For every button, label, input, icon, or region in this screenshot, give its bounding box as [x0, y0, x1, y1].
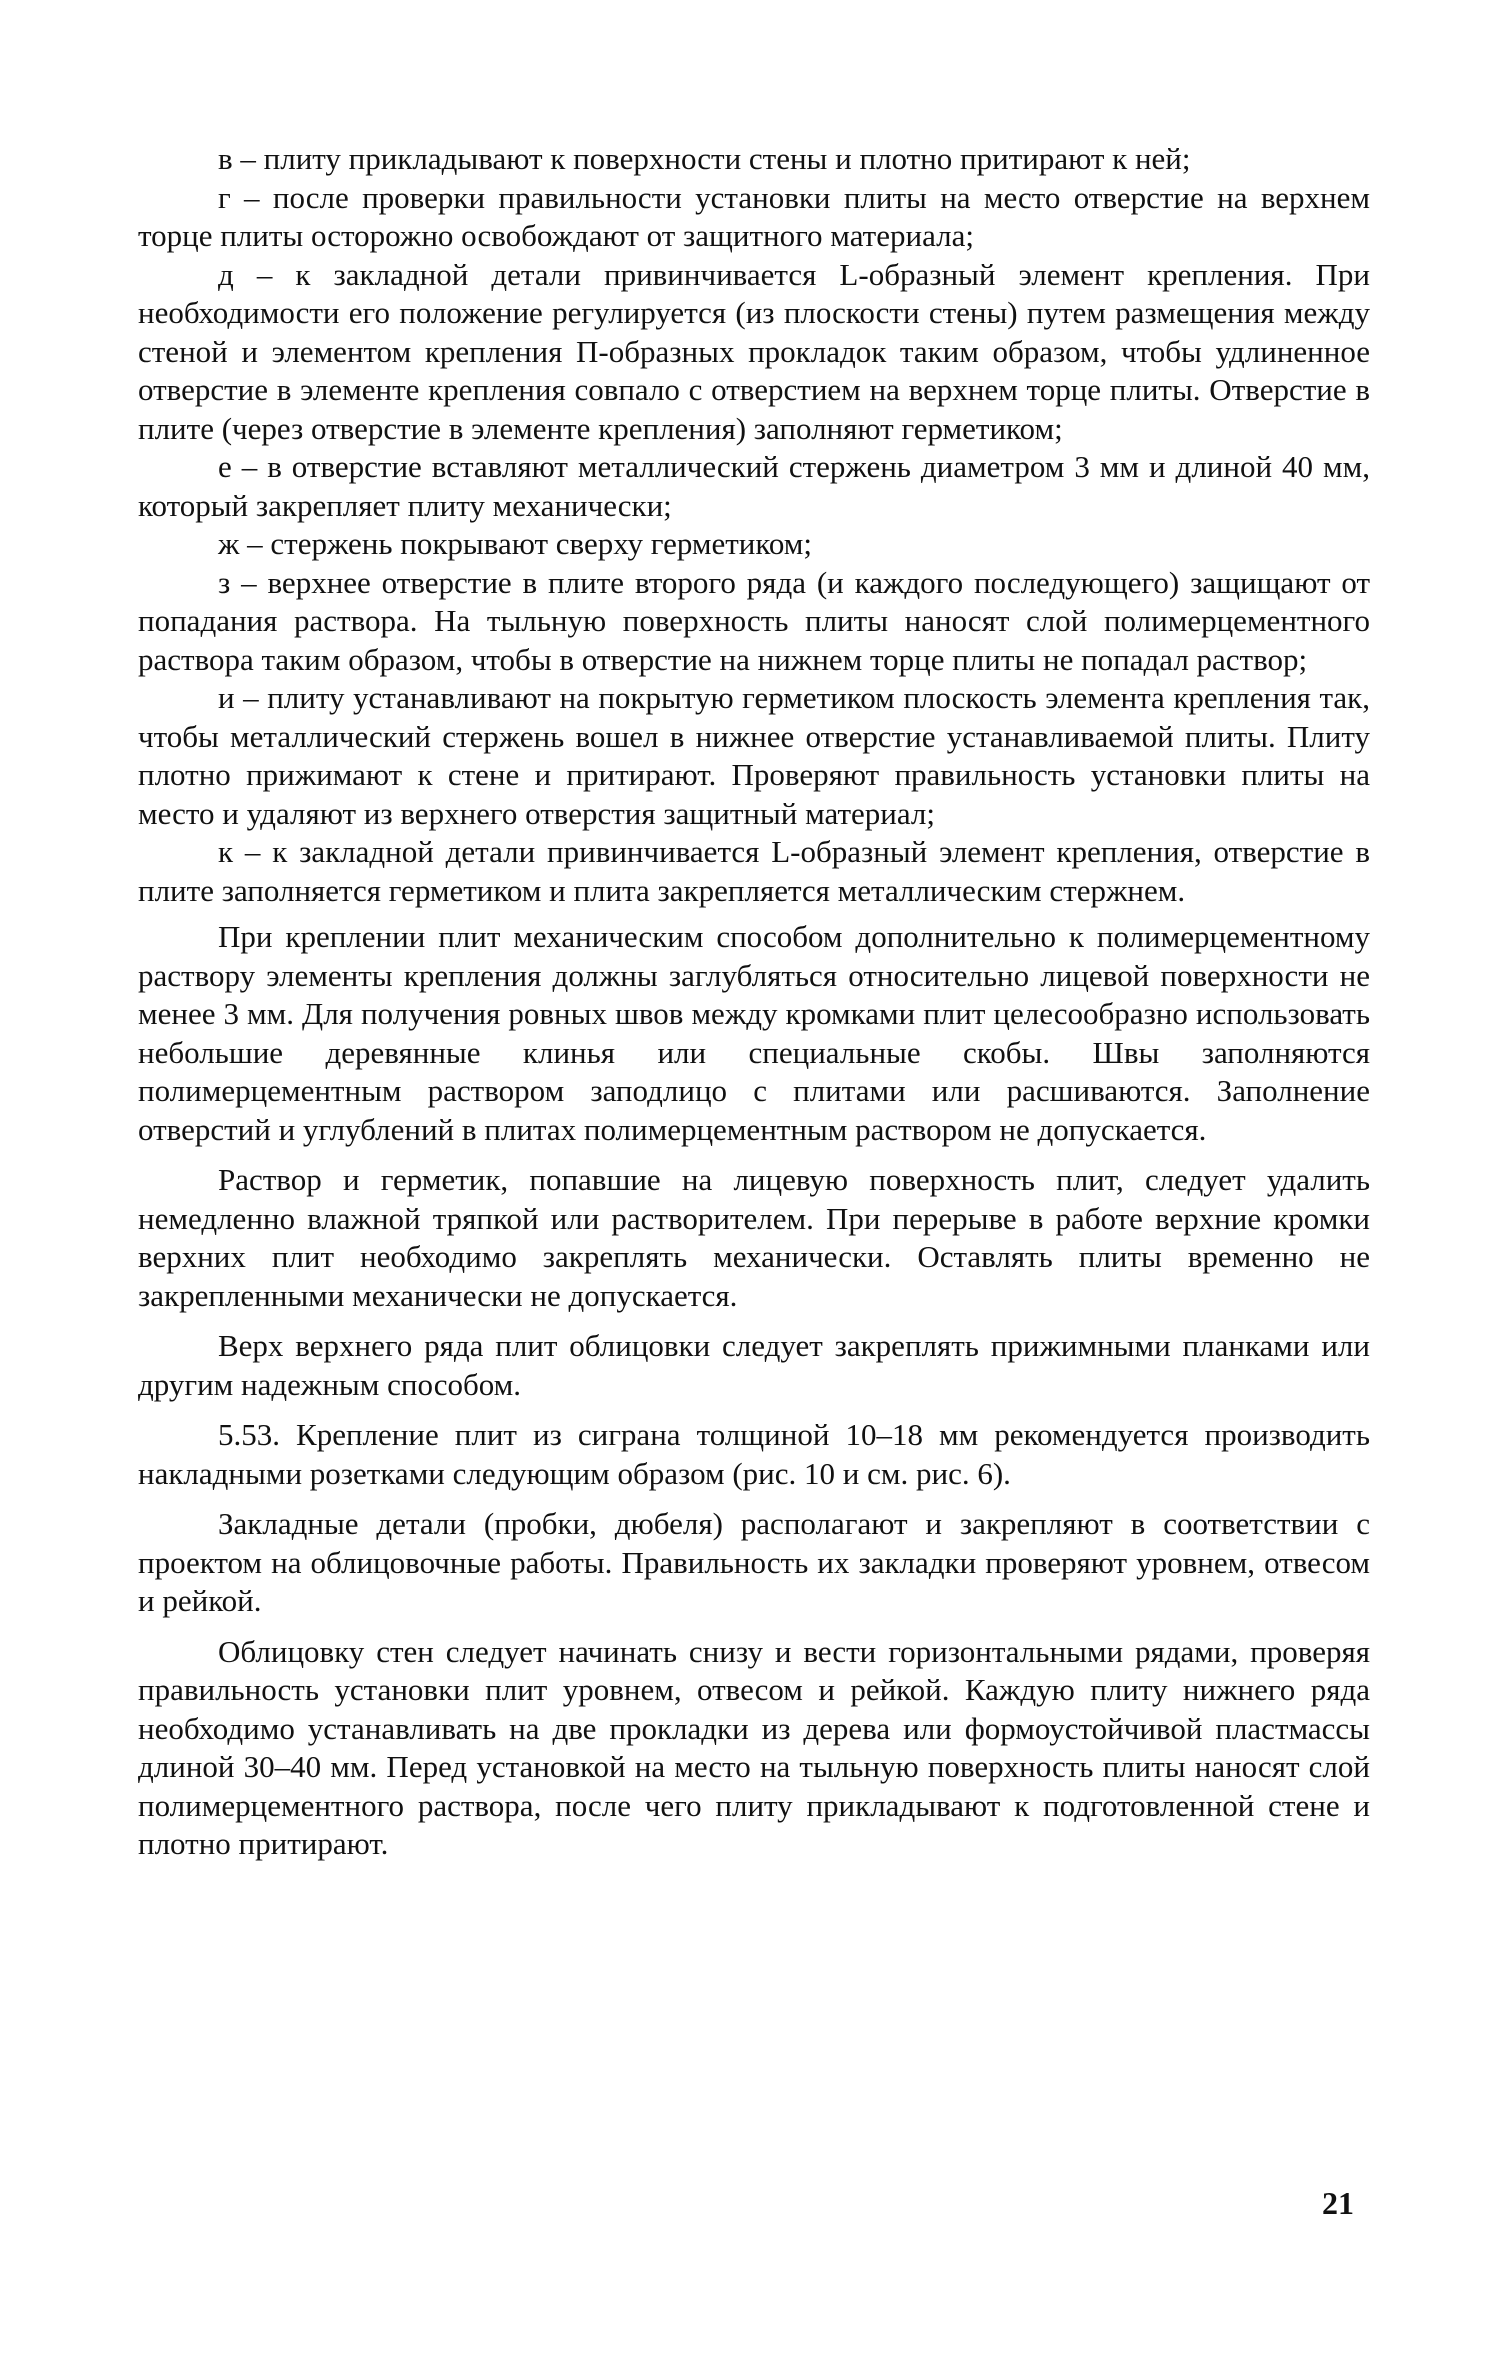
page-number: 21	[1322, 2185, 1354, 2221]
page-body	[138, 140, 1370, 1864]
paragraph-mechanical-fixing: При креплении плит механическим способом дополнительно к полимерцементному раствору элементы крепления должны заглубляться относительно лицевой поверхности не менее 3 мм. Для получения ровных швов между кромками плит целесообразно использовать небольшие деревянные клинья или специальные скобы. Швы заполняются полимерцементным раствором заподлицо с плитами или расшиваются. Заполнение отверстий и углублений в плитах полимерцементным раствором не допускается.	[138, 919, 1370, 1147]
paragraph-embedded-parts: Закладные детали (пробки, дюбеля) располагают и закрепляют в соответствии с проектом на облицовочные работы. Правильность их закладки проверяют уровнем, отвесом и рейкой.	[138, 1506, 1370, 1618]
list-item-g: г – после проверки правильности установки плиты на место отверстие на верхнем торце плиты осторожно освобождают от защитного материала;	[138, 179, 1370, 253]
paragraph-top-row: Верх верхнего ряда плит облицовки следует закреплять прижимными планками или другим надежным способом.	[138, 1328, 1370, 1402]
paragraph-wall-cladding: Облицовку стен следует начинать снизу и вести горизонтальными рядами, проверяя правильность установки плит уровнем, отвесом и рейкой. Каждую плиту нижнего ряда необходимо устанавливать на две прокладки из дерева или формоустойчивой пластмассы длиной 30–40 мм. Перед установкой на место на тыльную поверхность плиты наносят слой полимерцементного раствора, после чего плиту прикладывают к подготовленной стене и плотно притирают.	[138, 1633, 1370, 1861]
list-item-v: в – плиту прикладывают к поверхности стены и плотно притирают к ней;	[218, 141, 1191, 176]
paragraph-mortar-removal: Раствор и герметик, попавшие на лицевую поверхность плит, следует удалить немедленно влажной тряпкой или растворителем. При перерыве в работе верхние кромки верхних плит необходимо закреплять механически. Оставлять плиты временно не закрепленными механически не допускается.	[138, 1162, 1370, 1313]
list-item-zh: ж – стержень покрывают сверху герметиком;	[218, 526, 813, 561]
list-item-i: и – плиту устанавливают на покрытую герметиком плоскость элемента крепления так, чтобы металлический стержень вошел в нижнее отверстие устанавливаемой плиты. Плиту плотно прижимают к стене и притирают. Проверяют правильность установки плиты на место и удаляют из верхнего отверстия защитный материал;	[138, 680, 1370, 831]
list-item-k: к – к закладной детали привинчивается L-образный элемент крепления, отверстие в плите заполняется герметиком и плита закрепляется металлическим стержнем.	[138, 834, 1370, 908]
list-item-z: з – верхнее отверстие в плите второго ряда (и каждого последующего) защищают от попадания раствора. На тыльную поверхность плиты наносят слой полимерцементного раствора таким образом, чтобы в отверстие на нижнем торце плиты не попадал раствор;	[138, 564, 1370, 677]
list-item-e: е – в отверстие вставляют металлический стержень диаметром 3 мм и длиной 40 мм, который закрепляет плиту механически;	[138, 449, 1370, 523]
list-item-d: д – к закладной детали привинчивается L-образный элемент крепления. При необходимости его положение регулируется (из плоскости стены) путем размещения между стеной и элементом крепления П-образных прокладок таким образом, чтобы удлиненное отверстие в элементе крепления совпало с отверстием на верхнем торце плиты. Отверстие в плите (через отверстие в элементе крепления) заполняют герметиком;	[138, 256, 1370, 446]
paragraph-section-5-53: 5.53. Крепление плит из сиграна толщиной 10–18 мм рекомендуется производить накладными розетками следующим образом (рис. 10 и см. рис. 6).	[138, 1417, 1370, 1491]
